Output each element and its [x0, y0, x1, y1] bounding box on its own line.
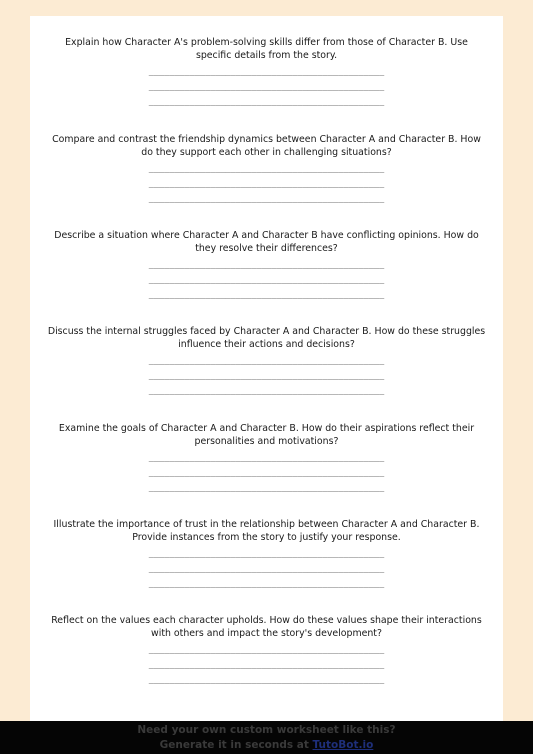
answer-line[interactable]: ______________________________________________: [148, 290, 385, 300]
answer-line[interactable]: ______________________________________________: [148, 97, 385, 107]
answer-line[interactable]: ______________________________________________: [148, 82, 385, 92]
tutobot-link[interactable]: TutoBot.io: [312, 739, 374, 751]
promo-line-2-prefix: Generate it in seconds at: [159, 739, 313, 751]
answer-line[interactable]: ______________________________________________: [148, 549, 385, 559]
question-2: [30, 134, 503, 207]
answer-line[interactable]: ______________________________________________: [148, 356, 385, 366]
answer-line[interactable]: ______________________________________________: [148, 453, 385, 463]
question-4: [30, 326, 503, 399]
question-text: Examine the goals of Character A and Character B. How do their aspirations reflect their personalities and motivations?: [58, 423, 475, 447]
answer-line[interactable]: ______________________________________________: [148, 468, 385, 478]
answer-lines: [30, 451, 503, 496]
question-3: [30, 230, 503, 303]
answer-lines: [30, 643, 503, 688]
answer-line[interactable]: ______________________________________________: [148, 645, 385, 655]
answer-lines: [30, 162, 503, 207]
answer-line[interactable]: ______________________________________________: [148, 660, 385, 670]
question-5: [30, 423, 503, 496]
answer-line[interactable]: ______________________________________________: [148, 675, 385, 685]
answer-lines: [30, 258, 503, 303]
question-text: Discuss the internal struggles faced by Character A and Character B. How do these struggles influence their actions and decisions?: [47, 326, 486, 350]
answer-line[interactable]: ______________________________________________: [148, 579, 385, 589]
answer-lines: [30, 354, 503, 399]
question-text: Compare and contrast the friendship dynamics between Character A and Character B. How do they support each other in challenging situations?: [52, 134, 481, 158]
answer-line[interactable]: ______________________________________________: [148, 386, 385, 396]
answer-lines: [30, 547, 503, 592]
promo-line-1: Need your own custom worksheet like this?: [137, 724, 396, 736]
answer-line[interactable]: ______________________________________________: [148, 371, 385, 381]
answer-line[interactable]: ______________________________________________: [148, 179, 385, 189]
answer-line[interactable]: ______________________________________________: [148, 275, 385, 285]
question-6: [30, 519, 503, 592]
question-text: Illustrate the importance of trust in the relationship between Character A and Character B. Provide instances from the story to justify your response.: [53, 519, 480, 543]
answer-line[interactable]: ______________________________________________: [148, 164, 385, 174]
promo-footer: [0, 721, 533, 754]
question-text: Describe a situation where Character A and Character B have conflicting opinions. How do they resolve their differences?: [54, 230, 479, 254]
answer-lines: [30, 65, 503, 110]
worksheet-page: [30, 16, 503, 722]
question-7: [30, 615, 503, 688]
question-1: [30, 37, 503, 110]
promo-line-2: [0, 738, 533, 753]
question-text: Explain how Character A's problem-solving skills differ from those of Character B. Use specific details from the story.: [65, 37, 468, 61]
answer-line[interactable]: ______________________________________________: [148, 67, 385, 77]
answer-line[interactable]: ______________________________________________: [148, 194, 385, 204]
question-text: Reflect on the values each character upholds. How do these values shape their interactions with others and impact the story's development?: [51, 615, 482, 639]
answer-line[interactable]: ______________________________________________: [148, 260, 385, 270]
answer-line[interactable]: ______________________________________________: [148, 564, 385, 574]
answer-line[interactable]: ______________________________________________: [148, 483, 385, 493]
